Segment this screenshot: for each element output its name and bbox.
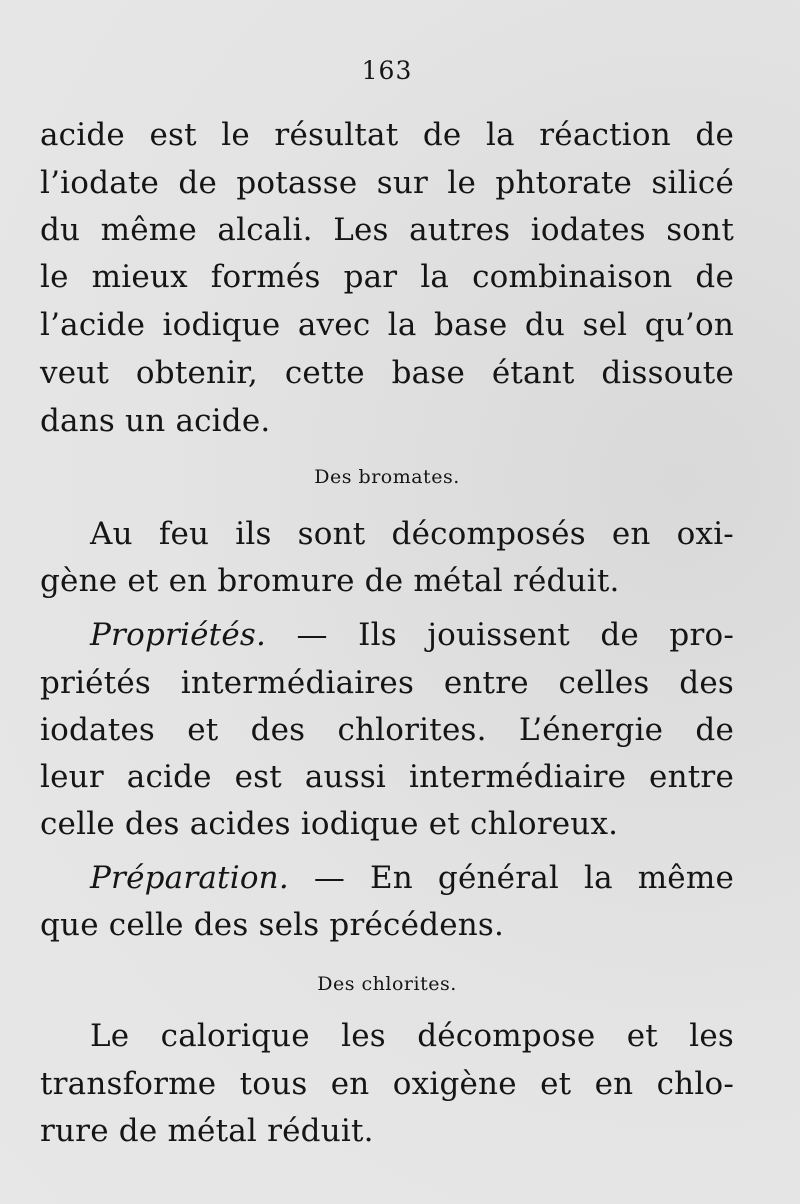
- paragraph-4-first-line: [40, 858, 734, 898]
- paragraph-2-line: Au feu ils sont décomposés en oxi-: [90, 516, 734, 552]
- paragraph-1-line: acide est le résultat de la réaction de: [40, 117, 734, 153]
- paragraph-1-line: dans un acide.: [40, 403, 271, 439]
- paragraph-3-first-line: [40, 615, 734, 655]
- page-number: 163: [361, 56, 413, 85]
- preparation-label: Préparation.: [90, 860, 289, 896]
- paragraph-5-line: transforme tous en oxigène et en chlo-: [40, 1066, 734, 1102]
- paragraph-5-line: rure de métal réduit.: [40, 1113, 374, 1149]
- book-page: [40, 0, 734, 1204]
- paragraph-3-line: leur acide est aussi intermédiaire entre: [40, 759, 734, 795]
- section-heading-chlorites: Des chlorites.: [317, 973, 457, 995]
- paragraph-1-line: le mieux formés par la combinaison de: [40, 259, 734, 295]
- paragraph-1-line: l’iodate de potasse sur le phtorate silicé: [40, 165, 734, 201]
- paragraph-1-line: veut obtenir, cette base étant dissoute: [40, 355, 734, 391]
- paragraph-5-line: Le calorique les décompose et les: [90, 1018, 734, 1054]
- section-heading-bromates: Des bromates.: [314, 466, 460, 488]
- paragraph-1-line: l’acide iodique avec la base du sel qu’on: [40, 307, 734, 343]
- paragraph-2-line: gène et en bromure de métal réduit.: [40, 563, 620, 599]
- paragraph-4-line: que celle des sels précédens.: [40, 907, 505, 943]
- paragraph-3-line: iodates et des chlorites. L’énergie de: [40, 712, 734, 748]
- paragraph-3-line: celle des acides iodique et chloreux.: [40, 806, 619, 842]
- properties-label: Propriétés.: [90, 617, 267, 653]
- paragraph-4-first-line-text: — En général la même: [288, 860, 734, 896]
- paragraph-3-line: priétés intermédiaires entre celles des: [40, 665, 734, 701]
- paragraph-1-line: du même alcali. Les autres iodates sont: [40, 212, 734, 248]
- paragraph-3-first-line-text: — Ils jouissent de pro-: [266, 617, 734, 653]
